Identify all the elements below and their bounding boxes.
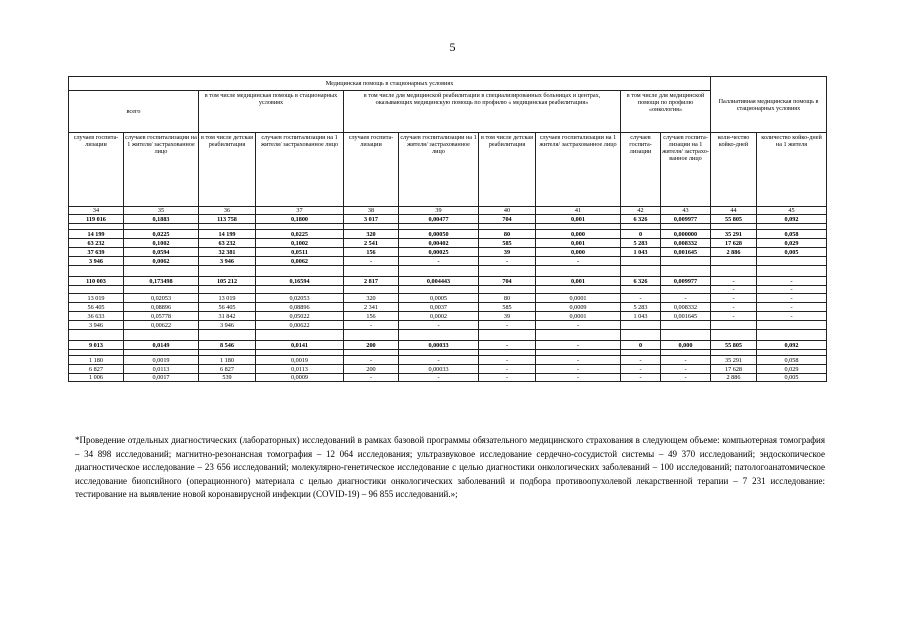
column-number: 36 — [199, 207, 256, 215]
table-cell: - — [399, 257, 479, 266]
table-cell: 0,00050 — [399, 230, 479, 239]
table-cell: - — [661, 365, 711, 374]
column-number: 38 — [344, 207, 399, 215]
table-cell: - — [711, 303, 757, 312]
table-cell: 1 006 — [69, 374, 124, 382]
table-cell: 0,0009 — [536, 303, 621, 312]
column-header: случаев госпита-лизации на 1 жителя/ застрахо-ванное лицо — [661, 133, 711, 207]
table-cell: 0,05022 — [256, 312, 344, 321]
table-cell: 3 946 — [199, 257, 256, 266]
column-header: случаев госпитализации на 1 жителя/ застрахованное лицо — [399, 133, 479, 207]
table-cell: 119 016 — [69, 215, 124, 224]
column-number: 39 — [399, 207, 479, 215]
table-cell: 110 003 — [69, 277, 124, 286]
table-row — [69, 294, 827, 303]
table-cell: 13 019 — [69, 294, 124, 303]
column-header: случаев госпита-лизации — [69, 133, 124, 207]
table-cell: 6 326 — [621, 215, 661, 224]
table-cell: 0,1883 — [124, 215, 199, 224]
table-cell: 3 946 — [69, 321, 124, 330]
table-row — [69, 374, 827, 382]
table-row — [69, 303, 827, 312]
column-number: 43 — [661, 207, 711, 215]
table-cell: 156 — [344, 312, 399, 321]
table-cell: 0,00402 — [399, 239, 479, 248]
table-cell: 35 291 — [711, 356, 757, 365]
table-cell: - — [661, 294, 711, 303]
table-cell: - — [757, 294, 827, 303]
column-header: коли-чество койко-дней — [711, 133, 757, 207]
table-cell: 9 013 — [69, 341, 124, 350]
table-cell: 704 — [479, 277, 536, 286]
table-cell: - — [661, 374, 711, 382]
subheader-total: всего — [69, 91, 199, 133]
table-cell: 0,1002 — [124, 239, 199, 248]
column-number: 42 — [621, 207, 661, 215]
table-cell: 0,001 — [536, 239, 621, 248]
table-cell: 0,0149 — [124, 341, 199, 350]
table-cell: 55 805 — [711, 341, 757, 350]
table-cell: 704 — [479, 215, 536, 224]
table-cell: - — [711, 294, 757, 303]
page-number: 5 — [449, 40, 456, 54]
table-cell: 0,004443 — [399, 277, 479, 286]
table-cell: 0,02053 — [124, 294, 199, 303]
table-cell: - — [536, 365, 621, 374]
table-cell: - — [621, 294, 661, 303]
table-cell: 6 827 — [199, 365, 256, 374]
table-cell: 0,000 — [661, 341, 711, 350]
column-number: 45 — [757, 207, 827, 215]
table-cell: 32 381 — [199, 248, 256, 257]
table-cell: - — [536, 257, 621, 266]
table-cell: - — [399, 356, 479, 365]
table-cell: 5 283 — [621, 239, 661, 248]
table-cell: 0,0002 — [399, 312, 479, 321]
table-cell: 0,000 — [536, 230, 621, 239]
table-cell: - — [621, 365, 661, 374]
table-cell: 0,0001 — [536, 294, 621, 303]
column-header: случаев госпитализации на 1 жителя/ застрахованное лицо — [256, 133, 344, 207]
table-cell: 0,16594 — [256, 277, 344, 286]
table-cell: 31 842 — [199, 312, 256, 321]
column-header: в том числе детская реабилитация — [199, 133, 256, 207]
table-cell: 0,0225 — [256, 230, 344, 239]
hospital-care-table — [68, 76, 827, 382]
table-cell: 0,02053 — [256, 294, 344, 303]
table-cell: 0,173498 — [124, 277, 199, 286]
table-cell: 0,00622 — [124, 321, 199, 330]
separator-row — [69, 330, 827, 341]
table-cell: - — [479, 341, 536, 350]
table-cell — [757, 321, 827, 330]
table-cell: 585 — [479, 239, 536, 248]
column-number: 40 — [479, 207, 536, 215]
table-cell: 0,0113 — [256, 365, 344, 374]
table-row — [69, 230, 827, 239]
table-cell: - — [536, 321, 621, 330]
table-cell: 56 405 — [69, 303, 124, 312]
table-cell: 0,0037 — [399, 303, 479, 312]
table-cell: 0,092 — [757, 215, 827, 224]
table-cell: 3 017 — [344, 215, 399, 224]
table-cell: - — [399, 374, 479, 382]
table-cell: 0,0113 — [124, 365, 199, 374]
table-cell — [256, 286, 344, 294]
table-cell: - — [344, 257, 399, 266]
table-cell: 1 043 — [621, 248, 661, 257]
table-cell: 0,0225 — [124, 230, 199, 239]
table-cell: 2 341 — [344, 303, 399, 312]
table-cell: - — [479, 356, 536, 365]
table-row — [69, 257, 827, 266]
table-cell: 6 326 — [621, 277, 661, 286]
column-header: случаев госпита-лизации — [344, 133, 399, 207]
table-cell: - — [479, 257, 536, 266]
table-cell: 0,08896 — [256, 303, 344, 312]
table-cell: 0,005 — [757, 248, 827, 257]
table-cell: 2 541 — [344, 239, 399, 248]
table-cell: 105 212 — [199, 277, 256, 286]
table-cell: 0,000000 — [661, 230, 711, 239]
column-header: в том числе детская реабилитация — [479, 133, 536, 207]
table-cell: 0,001 — [536, 277, 621, 286]
table-cell: 113 758 — [199, 215, 256, 224]
table-cell: 200 — [344, 365, 399, 374]
table-cell — [621, 321, 661, 330]
table-cell: - — [621, 356, 661, 365]
column-number: 44 — [711, 207, 757, 215]
table-cell: 200 — [344, 341, 399, 350]
table-cell: 80 — [479, 230, 536, 239]
table-cell: 1 180 — [69, 356, 124, 365]
table-cell — [399, 286, 479, 294]
table-cell: 0,0017 — [124, 374, 199, 382]
table-cell: 3 946 — [199, 321, 256, 330]
table-row — [69, 312, 827, 321]
table-cell: 0,00033 — [399, 341, 479, 350]
table-cell: 0,058 — [757, 356, 827, 365]
table-cell: 0,0511 — [256, 248, 344, 257]
table-cell: 0,0001 — [536, 312, 621, 321]
table-cell: 36 633 — [69, 312, 124, 321]
table-cell: - — [711, 277, 757, 286]
table-cell: - — [757, 286, 827, 294]
table-cell: 0,1800 — [256, 215, 344, 224]
table-cell: - — [536, 356, 621, 365]
table-cell: 0 — [621, 341, 661, 350]
subheader-oncology: в том числе для медицинской помощи по профилю «онкология» — [621, 91, 711, 133]
table-cell: - — [536, 374, 621, 382]
table-cell: 14 199 — [69, 230, 124, 239]
table-cell: 0,0019 — [256, 356, 344, 365]
table-cell — [621, 257, 661, 266]
table-cell: 0,00477 — [399, 215, 479, 224]
table-cell — [757, 257, 827, 266]
column-number: 35 — [124, 207, 199, 215]
table-cell: 0,0062 — [124, 257, 199, 266]
group-header-palliative: Паллиативная медицинская помощь в стационарных условиях — [711, 77, 827, 133]
table-cell: 0,009977 — [661, 277, 711, 286]
table-cell — [124, 286, 199, 294]
table-cell: 0,0019 — [124, 356, 199, 365]
table-cell: 0,029 — [757, 239, 827, 248]
table-cell: 17 628 — [711, 365, 757, 374]
table-cell: 0,001645 — [661, 248, 711, 257]
table-cell: 0,0141 — [256, 341, 344, 350]
table-cell: - — [399, 321, 479, 330]
table-cell: 0,0005 — [399, 294, 479, 303]
table-row — [69, 277, 827, 286]
table-cell: - — [757, 312, 827, 321]
table-row — [69, 356, 827, 365]
column-header: случаев госпита-лизации — [621, 133, 661, 207]
table-cell: 63 232 — [69, 239, 124, 248]
table-cell: 0,001 — [536, 215, 621, 224]
table-cell: 0,0594 — [124, 248, 199, 257]
table-cell: 5 283 — [621, 303, 661, 312]
table-cell: 0,008332 — [661, 239, 711, 248]
table-cell: 0,005 — [757, 374, 827, 382]
table-cell: 63 232 — [199, 239, 256, 248]
table-cell: - — [757, 303, 827, 312]
table-cell: 56 405 — [199, 303, 256, 312]
table-cell: 0 — [621, 230, 661, 239]
table-cell: 3 946 — [69, 257, 124, 266]
table-cell — [621, 286, 661, 294]
table-cell: - — [621, 374, 661, 382]
table-cell: 17 628 — [711, 239, 757, 248]
column-number: 41 — [536, 207, 621, 215]
column-number: 37 — [256, 207, 344, 215]
table-cell: 156 — [344, 248, 399, 257]
footnote: *Проведение отдельных диагностических (лабораторных) исследований в рамках базовой программы обязательного медицинского страхования в следующем объеме: компьютерная томография – 34 898 исследований; магнитно-резонансная томография – 12 064 исследования; ультразвуковое исследование сердечно-сосудистой системы – 49 370 исследований; эндоскопическое диагностическое исследование – 23 656 исследований; молекулярно-генетическое исследование с целью диагностики онкологических заболеваний – 100 исследований; патологоанатомическое исследование биопсийного (операционного) материала с целью диагностики онкологических заболеваний и подбора противоопухолевой лекарственной терапии – 7 231 исследование: тестирование на выявление новой коронавирусной инфекции (COVID-19) – 96 855 исследований.»; — [75, 435, 825, 499]
table-cell: 80 — [479, 294, 536, 303]
table-cell: 13 019 — [199, 294, 256, 303]
table-cell: - — [344, 356, 399, 365]
subheader-children: в том числе медицинская помощь в стационарных условиях — [199, 91, 344, 133]
table-cell: 35 291 — [711, 230, 757, 239]
separator-row — [69, 266, 827, 277]
table-cell — [199, 286, 256, 294]
table-cell: 0,029 — [757, 365, 827, 374]
table-cell: - — [344, 321, 399, 330]
table-cell: - — [536, 341, 621, 350]
table-row — [69, 239, 827, 248]
table-cell — [711, 321, 757, 330]
table-cell: 585 — [479, 303, 536, 312]
table-cell: 0,000 — [536, 248, 621, 257]
group-header-stationary: Медицинская помощь в стационарных условиях — [69, 77, 711, 91]
table-row — [69, 248, 827, 257]
column-number: 34 — [69, 207, 124, 215]
table-cell: 0,008332 — [661, 303, 711, 312]
subheader-rehabilitation: в том числе для медицинской реабилитации в специализированных больницах и центрах, оказывающих медицинскую помощь по профилю « медицинская реабилитация» — [344, 91, 621, 133]
table-cell: - — [661, 356, 711, 365]
table-cell: 0,092 — [757, 341, 827, 350]
table-cell: - — [711, 286, 757, 294]
table-cell: 0,00033 — [399, 365, 479, 374]
table-cell: 8 546 — [199, 341, 256, 350]
table-cell: 320 — [344, 294, 399, 303]
table-cell: 1 043 — [621, 312, 661, 321]
table-cell — [661, 286, 711, 294]
table-cell: 0,05778 — [124, 312, 199, 321]
table-cell: 2 886 — [711, 248, 757, 257]
table-cell: - — [479, 365, 536, 374]
table-cell: 0,00025 — [399, 248, 479, 257]
table-cell: 2 886 — [711, 374, 757, 382]
table-cell: 39 — [479, 312, 536, 321]
table-cell: 0,0009 — [256, 374, 344, 382]
table-cell: - — [711, 312, 757, 321]
table-cell — [344, 286, 399, 294]
table-cell: - — [344, 374, 399, 382]
table-cell: - — [479, 321, 536, 330]
table-cell: - — [479, 374, 536, 382]
table-cell — [661, 257, 711, 266]
table-row — [69, 215, 827, 224]
table-cell: 0,08896 — [124, 303, 199, 312]
table-cell: 539 — [199, 374, 256, 382]
column-header: количество койко-дней на 1 жителя — [757, 133, 827, 207]
table-cell — [661, 321, 711, 330]
table-cell: 320 — [344, 230, 399, 239]
table-cell: 55 805 — [711, 215, 757, 224]
table-row — [69, 365, 827, 374]
table-row — [69, 321, 827, 330]
table-cell: - — [757, 277, 827, 286]
table-cell: 37 639 — [69, 248, 124, 257]
column-header: случаев госпитализации на 1 жителя/ застрахованное лицо — [124, 133, 199, 207]
table-cell: 0,00622 — [256, 321, 344, 330]
table-cell — [479, 286, 536, 294]
table-cell — [69, 286, 124, 294]
table-row — [69, 341, 827, 350]
table-cell: 6 827 — [69, 365, 124, 374]
table-cell: 14 199 — [199, 230, 256, 239]
table-cell: 2 817 — [344, 277, 399, 286]
table-row — [69, 286, 827, 294]
column-header: случаев госпитализации на 1 жителя/ застрахованное лицо — [536, 133, 621, 207]
table-cell: 39 — [479, 248, 536, 257]
table-cell: 0,001645 — [661, 312, 711, 321]
table-cell — [536, 286, 621, 294]
table-cell: 0,1002 — [256, 239, 344, 248]
table-cell — [711, 257, 757, 266]
table-cell: 1 180 — [199, 356, 256, 365]
table-cell: 0,0062 — [256, 257, 344, 266]
table-cell: 0,009977 — [661, 215, 711, 224]
table-cell: 0,058 — [757, 230, 827, 239]
